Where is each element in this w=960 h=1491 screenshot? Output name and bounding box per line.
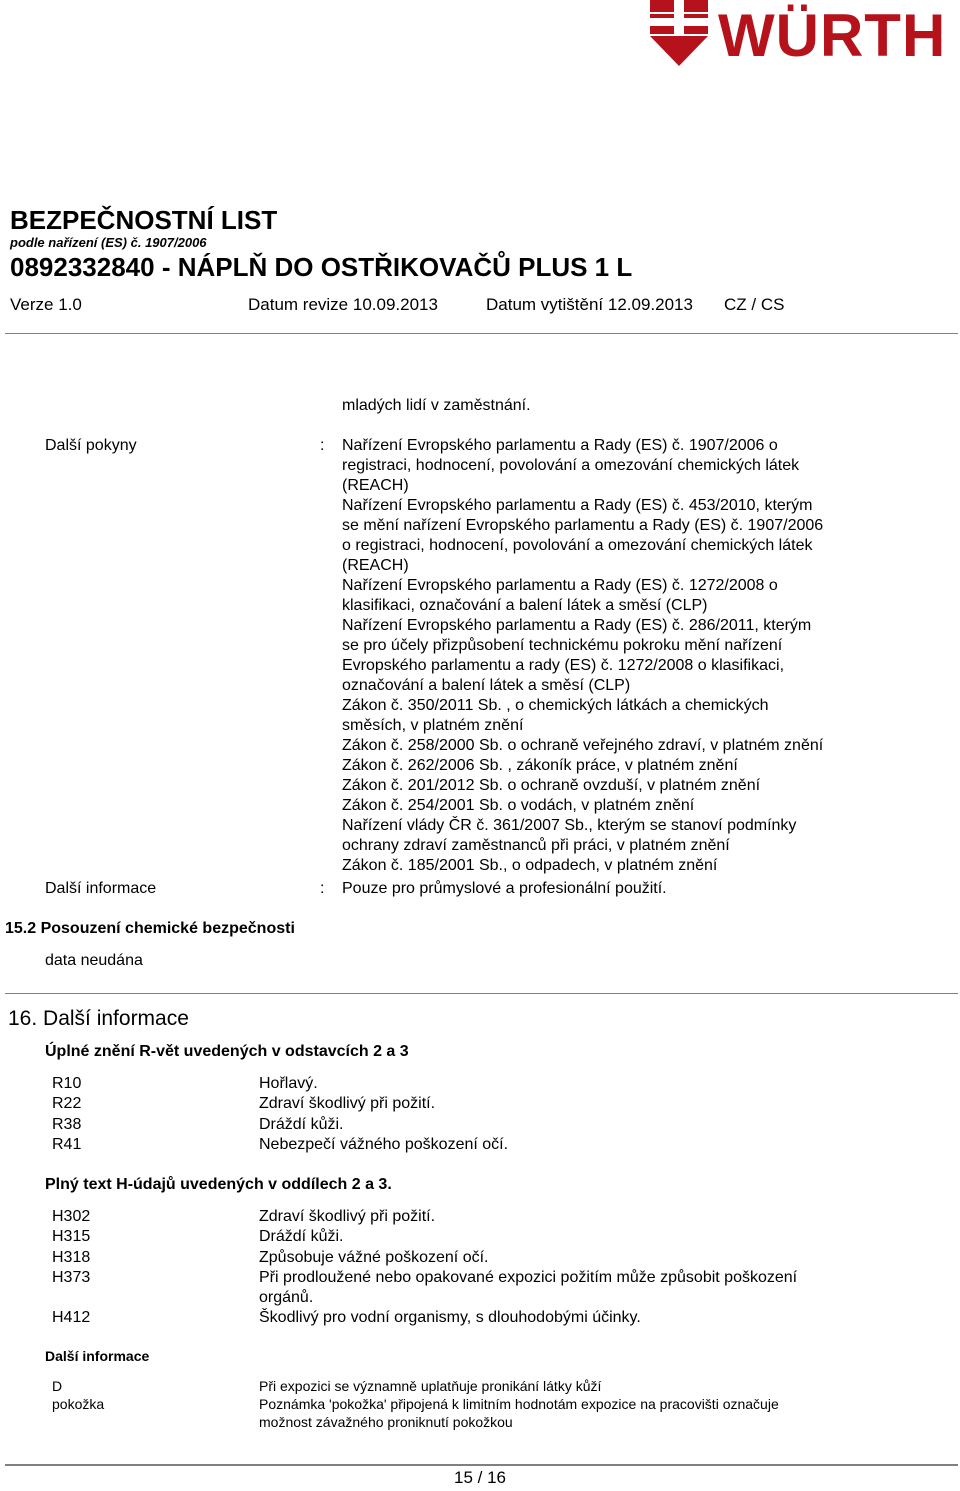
regulation-line: se mění nařízení Evropského parlamentu a Rady (ES) č. 1907/2006: [342, 517, 824, 534]
r-phrases-heading: Úplné znění R-vět uvedených v odstavcích 2 a 3: [45, 1043, 409, 1060]
revision-date: Datum revize 10.09.2013: [248, 295, 438, 314]
wurth-logo: [0, 0, 960, 70]
regulation-line: (REACH): [342, 557, 409, 574]
further-instructions-label: Další pokyny: [45, 437, 137, 454]
h-statement-text: Dráždí kůži.: [259, 1228, 344, 1246]
regulation-line: směsích, v platném znění: [342, 717, 524, 734]
regulation-line: Nařízení Evropského parlamentu a Rady (ES) č. 453/2010, kterým: [342, 497, 813, 514]
h-statement-code: H318: [52, 1248, 91, 1266]
h-statement-text: Škodlivý pro vodní organismy, s dlouhodobými účinky.: [259, 1309, 641, 1327]
footer-divider: [5, 1464, 958, 1466]
h-statement-text-continued: orgánů.: [259, 1289, 314, 1307]
further-information-value: Pouze pro průmyslové a profesionální použití.: [342, 880, 667, 897]
regulation-line: Nařízení Evropského parlamentu a Rady (ES) č. 1272/2008 o: [342, 577, 778, 594]
regulation-line: se pro účely přizpůsobení technickému pokroku mění nařízení: [342, 637, 783, 654]
regulation-line: Zákon č. 254/2001 Sb. o vodách, v platném znění: [342, 797, 695, 814]
section16-heading: 16. Další informace: [8, 1007, 189, 1030]
r-phrase-code: R10: [52, 1075, 82, 1092]
regulation-line: o registraci, hodnocení, povolování a omezování chemických látek: [342, 537, 813, 554]
r-phrase-code: R22: [52, 1095, 82, 1113]
print-date: Datum vytištění 12.09.2013: [486, 295, 693, 314]
r-phrases-codes: [52, 1074, 81, 1155]
r-phrase-code: R38: [52, 1115, 82, 1133]
regulation-line: Zákon č. 201/2012 Sb. o ochraně ovzduší, v platném znění: [342, 777, 761, 794]
regulation-line: Evropského parlamentu a rady (ES) č. 1272/2008 o klasifikaci,: [342, 657, 785, 674]
r-phrase-text: Hořlavý.: [259, 1075, 318, 1092]
document-subtitle: podle nařízení (ES) č. 1907/2006: [10, 235, 207, 250]
h-statement-code: H315: [52, 1228, 91, 1246]
r-phrase-code: R41: [52, 1135, 82, 1153]
h-statement-code: H302: [52, 1208, 91, 1225]
h-statement-text: Zdraví škodlivý při požití.: [259, 1208, 436, 1225]
locale-label: CZ / CS: [724, 295, 785, 314]
regulation-line: Zákon č. 258/2000 Sb. o ochraně veřejného zdraví, v platném znění: [342, 737, 824, 754]
regulation-line: Nařízení vlády ČR č. 361/2007 Sb., kterým se stanoví podmínky: [342, 817, 797, 834]
continued-text: mladých lidí v zaměstnání.: [342, 397, 531, 414]
r-phrases-texts: [259, 1074, 508, 1155]
h-statements-codes: [52, 1207, 90, 1329]
regulation-line: Zákon č. 185/2001 Sb., o odpadech, v platném znění: [342, 857, 718, 874]
h-statement-code: H412: [52, 1309, 91, 1327]
regulation-line: klasifikaci, označování a balení látek a směsí (CLP): [342, 597, 708, 614]
wurth-logo-mark: [648, 0, 712, 68]
h-statement-text: Při prodloužené nebo opakované expozici požitím může způsobit poškození: [259, 1268, 798, 1286]
note-text: Při expozici se významně uplatňuje pronikání látky kůží: [259, 1378, 602, 1394]
version-label: Verze 1.0: [10, 295, 82, 314]
further-instructions-colon: :: [320, 437, 325, 454]
regulation-line: označování a balení látek a směsí (CLP): [342, 677, 631, 694]
regulation-line: ochrany zdraví zaměstnanců při práci, v platném znění: [342, 837, 730, 854]
r-phrase-text: Zdraví škodlivý při požití.: [259, 1095, 436, 1113]
wurth-logo-text: WÜRTH: [718, 2, 947, 69]
chemical-safety-assessment-heading: 15.2 Posouzení chemické bezpečnosti: [5, 920, 295, 937]
h-statement-text: Způsobuje vážné poškození očí.: [259, 1248, 489, 1266]
h-statements-heading: Plný text H-údajů uvedených v oddílech 2 a 3.: [45, 1176, 392, 1193]
other-info-heading: Další informace: [45, 1348, 150, 1364]
notes-texts: [259, 1377, 899, 1431]
regulation-line: Zákon č. 350/2011 Sb. , o chemických látkách a chemických: [342, 697, 769, 714]
regulation-line: Nařízení Evropského parlamentu a Rady (ES) č. 286/2011, kterým: [342, 617, 812, 634]
note-code: pokožka: [52, 1396, 105, 1412]
further-information-label: Další informace: [45, 880, 157, 897]
page-number: 15 / 16: [454, 1468, 506, 1487]
note-code: D: [52, 1378, 63, 1394]
regulation-line: Nařízení Evropského parlamentu a Rady (ES) č. 1907/2006 o: [342, 437, 778, 454]
further-instructions-value: [342, 436, 902, 876]
document-title: BEZPEČNOSTNÍ LIST: [10, 205, 278, 235]
spacer: [52, 1288, 90, 1308]
note-text: Poznámka 'pokožka' připojená k limitním hodnotám expozice na pracovišti označuje: [259, 1396, 779, 1412]
chemical-safety-assessment-value: data neudána: [45, 952, 143, 969]
header-divider: [5, 333, 958, 334]
notes-codes: [52, 1377, 104, 1413]
h-statements-texts: [259, 1207, 899, 1329]
regulation-line: (REACH): [342, 477, 409, 494]
h-statement-code: H373: [52, 1268, 91, 1286]
r-phrase-text: Nebezpečí vážného poškození očí.: [259, 1135, 509, 1153]
further-information-colon: :: [320, 880, 325, 897]
product-title: 0892332840 - NÁPLŇ DO OSTŘIKOVAČŮ PLUS 1 L: [10, 252, 633, 282]
section16-divider: [5, 993, 958, 994]
regulation-line: registraci, hodnocení, povolování a omezování chemických látek: [342, 457, 800, 474]
note-text-continued: možnost závažného proniknutí pokožkou: [259, 1414, 513, 1430]
r-phrase-text: Dráždí kůži.: [259, 1115, 344, 1133]
regulation-line: Zákon č. 262/2006 Sb. , zákoník práce, v platném znění: [342, 757, 738, 774]
